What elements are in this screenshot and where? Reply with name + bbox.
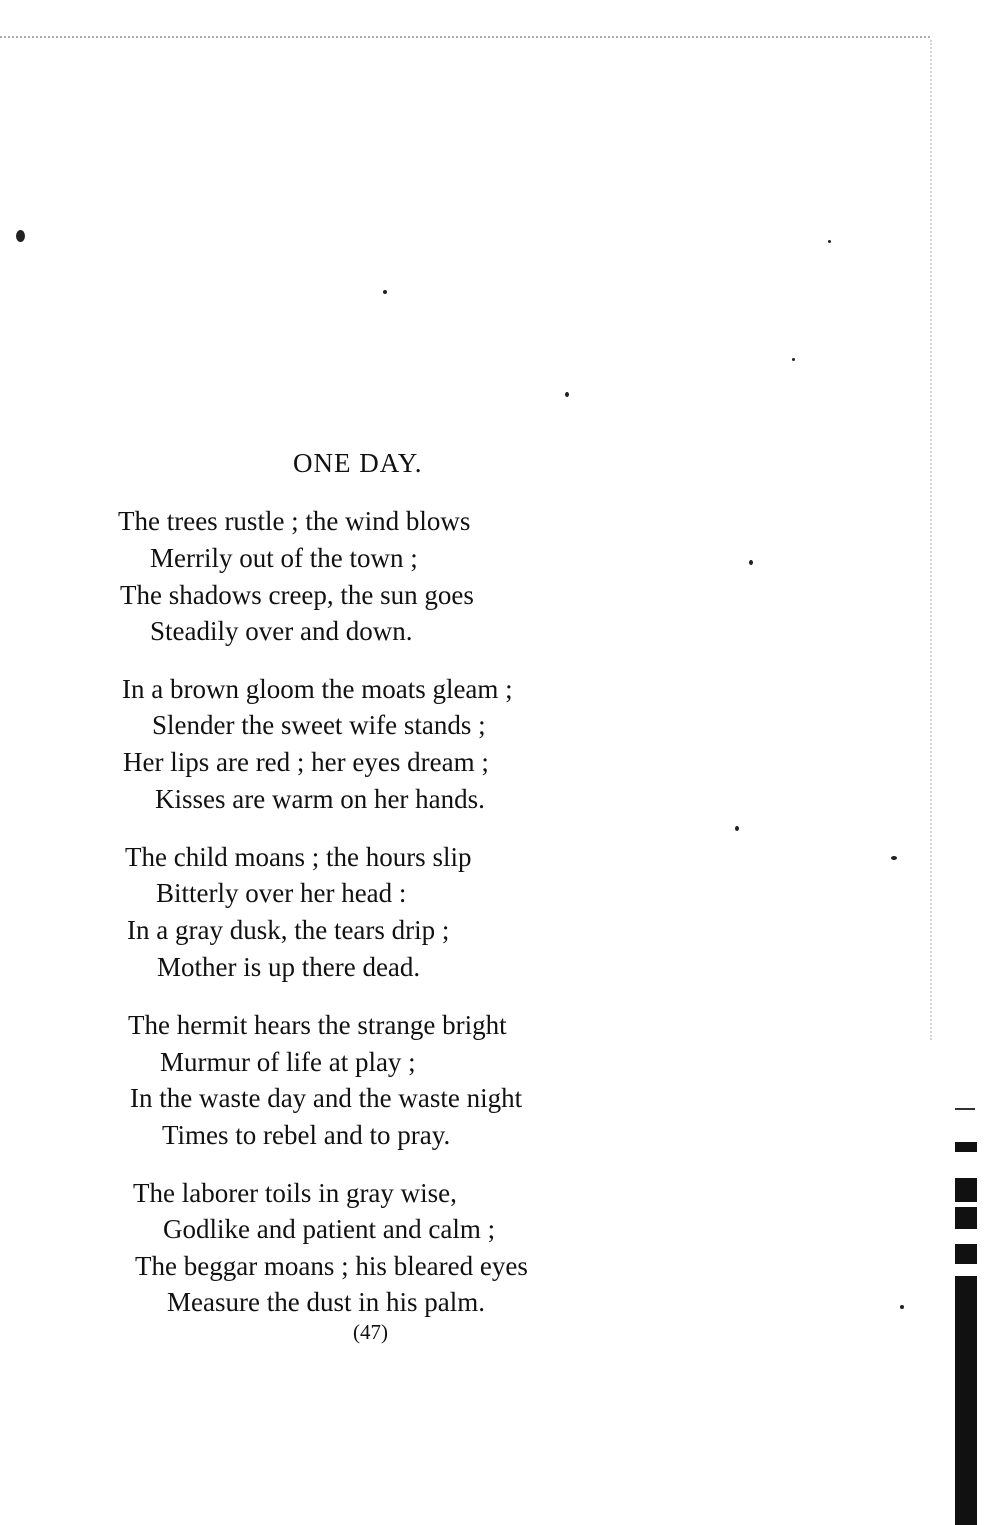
binding-mark xyxy=(955,1142,977,1152)
poem-line: The hermit hears the strange bright xyxy=(128,1010,507,1040)
binding-mark xyxy=(955,1178,977,1202)
scan-speck xyxy=(565,392,569,397)
poem-line: Measure the dust in his palm. xyxy=(167,1287,485,1317)
poem-line: The child moans ; the hours slip xyxy=(125,842,472,872)
poem-line: The trees rustle ; the wind blows xyxy=(118,506,471,536)
poem-line: Times to rebel and to pray. xyxy=(162,1120,451,1150)
poem-line: Slender the sweet wife stands ; xyxy=(152,710,486,740)
poem-line: Steadily over and down. xyxy=(150,616,413,646)
scan-speck xyxy=(735,826,739,831)
scan-speck xyxy=(891,856,897,860)
scan-right-edge xyxy=(930,40,944,1040)
poem-line: In the waste day and the waste night xyxy=(130,1083,523,1113)
scan-speck xyxy=(749,560,753,565)
poem-line: In a gray dusk, the tears drip ; xyxy=(127,915,450,945)
poem-line: Her lips are red ; her eyes dream ; xyxy=(123,747,489,777)
scan-top-edge xyxy=(0,36,930,48)
poem-line: In a brown gloom the moats gleam ; xyxy=(122,674,513,704)
scan-speck xyxy=(792,358,795,361)
poem-line: Murmur of life at play ; xyxy=(160,1047,416,1077)
poem-line: Kisses are warm on her hands. xyxy=(155,784,485,814)
binding-mark xyxy=(955,1244,977,1264)
binding-mark xyxy=(955,1276,977,1525)
page-number: (47) xyxy=(353,1320,388,1344)
scan-speck xyxy=(383,290,387,294)
binding-mark xyxy=(955,1108,975,1110)
poem-line: The laborer toils in gray wise, xyxy=(133,1178,457,1208)
scan-speck xyxy=(16,230,25,242)
scan-speck xyxy=(900,1305,904,1309)
poem-line: Bitterly over her head : xyxy=(156,878,407,908)
poem-line: Godlike and patient and calm ; xyxy=(163,1214,496,1244)
binding-mark xyxy=(955,1207,977,1229)
poem-line: The shadows creep, the sun goes xyxy=(120,580,474,610)
poem-line: The beggar moans ; his bleared eyes xyxy=(135,1251,528,1281)
poem-title: ONE DAY. xyxy=(293,448,423,478)
poem-line: Mother is up there dead. xyxy=(157,952,421,982)
poem-line: Merrily out of the town ; xyxy=(150,543,418,573)
scan-speck xyxy=(828,240,831,243)
